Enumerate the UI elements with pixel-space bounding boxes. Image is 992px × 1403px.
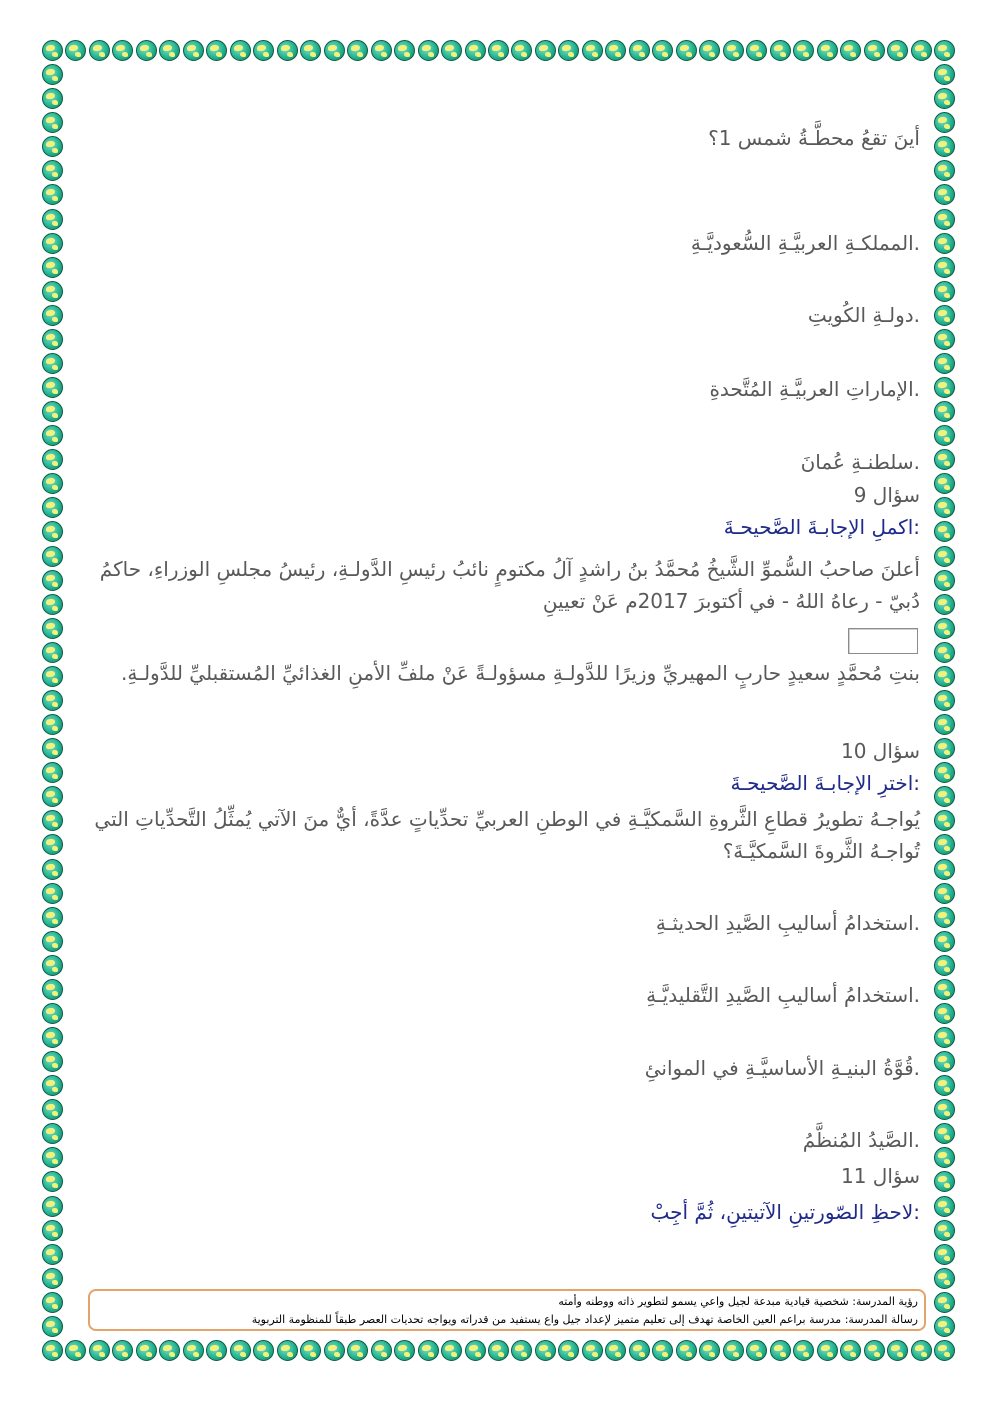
question-10-option-3[interactable]: .قُوَّةُ البنيـةِ الأساسيَّـةِ في الموانئِ — [644, 1056, 920, 1080]
globe-icon — [934, 377, 955, 398]
globe-icon — [183, 1340, 204, 1361]
globe-icon — [42, 1244, 63, 1265]
globe-icon — [347, 1340, 368, 1361]
globe-icon — [394, 40, 415, 61]
globe-icon — [42, 666, 63, 687]
question-9-text-part2: بنتِ مُحمَّدٍ سعيدٍ حاربٍ المهيريِّ وزيرًا للدَّولـةِ مسؤولـةً عَنْ ملفِّ الأمنِ الغذائيِّ المُستقبليِّ للدَّولـةِ. — [121, 661, 920, 685]
globe-icon — [934, 810, 955, 831]
globe-icon — [676, 1340, 697, 1361]
globe-icon — [840, 1340, 861, 1361]
globe-icon — [934, 642, 955, 663]
globe-icon — [934, 40, 955, 61]
globe-icon — [42, 883, 63, 904]
globe-icon — [934, 1051, 955, 1072]
globe-icon — [934, 1123, 955, 1144]
globe-icon — [887, 40, 908, 61]
school-footer — [88, 1289, 926, 1331]
question-11-instruction: :لاحظِ الصّورتينِ الآتيتينِ، ثُمَّ أجِبْ — [650, 1200, 920, 1224]
globe-icon — [934, 1027, 955, 1048]
globe-icon — [934, 762, 955, 783]
globe-icon — [42, 209, 63, 230]
globe-icon — [934, 618, 955, 639]
globe-icon — [42, 690, 63, 711]
question-10-option-1[interactable]: .استخدامُ أساليبِ الصَّيدِ الحديثـةِ — [655, 911, 920, 935]
globe-icon — [42, 714, 63, 735]
question-11-label: سؤال 11 — [841, 1164, 920, 1188]
globe-icon — [42, 955, 63, 976]
globe-icon — [934, 979, 955, 1000]
globe-icon — [840, 40, 861, 61]
question-9-instruction: :اكملِ الإجابـةَ الصَّحيحـةَ — [723, 515, 920, 539]
globe-icon — [42, 1123, 63, 1144]
globe-icon — [42, 907, 63, 928]
globe-icon — [723, 40, 744, 61]
question-10-label: سؤال 10 — [841, 739, 920, 763]
globe-icon — [418, 1340, 439, 1361]
globe-icon — [934, 233, 955, 254]
globe-icon — [42, 521, 63, 542]
globe-icon — [277, 40, 298, 61]
globe-icon — [230, 40, 251, 61]
globe-icon — [934, 64, 955, 85]
globe-icon — [934, 136, 955, 157]
globe-icon — [42, 377, 63, 398]
globe-icon — [934, 401, 955, 422]
globe-icon — [42, 642, 63, 663]
globe-icon — [535, 40, 556, 61]
globe-icon — [42, 184, 63, 205]
globe-icon — [42, 305, 63, 326]
globe-icon — [42, 1099, 63, 1120]
globe-icon — [582, 40, 603, 61]
globe-icon — [488, 1340, 509, 1361]
globe-icon — [42, 1171, 63, 1192]
globe-icon — [934, 1196, 955, 1217]
question-9-label: سؤال 9 — [853, 483, 920, 507]
globe-icon — [277, 1340, 298, 1361]
globe-icon — [371, 40, 392, 61]
globe-icon — [887, 1340, 908, 1361]
globe-icon — [89, 40, 110, 61]
globe-icon — [934, 329, 955, 350]
globe-icon — [418, 40, 439, 61]
globe-icon — [934, 184, 955, 205]
question-8-prompt: أينَ تقعُ محطَّـةُ شمس 1؟ — [708, 126, 920, 150]
globe-icon — [42, 1196, 63, 1217]
globe-icon — [42, 112, 63, 133]
globe-icon — [42, 64, 63, 85]
globe-icon — [934, 281, 955, 302]
question-8-option-3[interactable]: .الإماراتِ العربيَّـةِ المُتَّحدةِ — [709, 377, 920, 401]
globe-icon — [42, 810, 63, 831]
globe-icon — [864, 40, 885, 61]
globe-icon — [934, 570, 955, 591]
globe-icon — [42, 497, 63, 518]
globe-icon — [582, 1340, 603, 1361]
globe-icon — [934, 690, 955, 711]
question-10-instruction: :اخترِ الإجابـةَ الصَّحيحـةَ — [730, 771, 920, 795]
globe-icon — [934, 1268, 955, 1289]
globe-icon — [42, 353, 63, 374]
globe-icon — [42, 233, 63, 254]
globe-icon — [42, 762, 63, 783]
globe-icon — [934, 521, 955, 542]
question-10-option-4[interactable]: .الصَّيدُ المُنظَّمُ — [802, 1128, 920, 1152]
globe-icon — [42, 1003, 63, 1024]
globe-icon — [42, 979, 63, 1000]
globe-icon — [89, 1340, 110, 1361]
globe-icon — [817, 40, 838, 61]
globe-icon — [136, 1340, 157, 1361]
globe-icon — [934, 497, 955, 518]
globe-icon — [42, 1147, 63, 1168]
globe-icon — [441, 1340, 462, 1361]
question-9-answer-input[interactable] — [848, 628, 918, 654]
globe-icon — [817, 1340, 838, 1361]
globe-icon — [394, 1340, 415, 1361]
globe-icon — [934, 160, 955, 181]
globe-icon — [42, 40, 63, 61]
globe-icon — [42, 859, 63, 880]
globe-icon — [934, 786, 955, 807]
globe-icon — [230, 1340, 251, 1361]
globe-icon — [934, 425, 955, 446]
globe-icon — [934, 1003, 955, 1024]
globe-icon — [934, 859, 955, 880]
globe-icon — [42, 160, 63, 181]
globe-icon — [934, 88, 955, 109]
globe-icon — [42, 1292, 63, 1313]
globe-icon — [347, 40, 368, 61]
globe-icon — [42, 546, 63, 567]
globe-icon — [934, 1292, 955, 1313]
globe-icon — [934, 955, 955, 976]
globe-icon — [676, 40, 697, 61]
globe-icon — [723, 1340, 744, 1361]
globe-icon — [770, 40, 791, 61]
globe-icon — [934, 112, 955, 133]
globe-icon — [42, 594, 63, 615]
globe-icon — [42, 1220, 63, 1241]
globe-icon — [535, 1340, 556, 1361]
globe-icon — [934, 209, 955, 230]
globe-icon — [371, 1340, 392, 1361]
globe-icon — [42, 329, 63, 350]
globe-icon — [42, 281, 63, 302]
question-8-option-2[interactable]: .دولـةِ الكُويتِ — [807, 303, 920, 327]
globe-icon — [934, 594, 955, 615]
globe-icon — [42, 1075, 63, 1096]
globe-icon — [42, 738, 63, 759]
globe-icon — [934, 1147, 955, 1168]
question-9-text-part1: أعلنَ صاحبُ السُّموِّ الشَّيخُ مُحمَّدُ بنُ راشدٍ آلُ مكتومٍ نائبُ رئيسِ الدَّولـةِ، رئيسُ مجلسِ الوزراءِ، حاكمُ دُبيّ - رعاهُ اللهُ - في أكتوبرَ 2017م عَنْ تعيينِ — [99, 557, 920, 613]
globe-icon — [770, 1340, 791, 1361]
globe-icon — [934, 353, 955, 374]
globe-icon — [934, 473, 955, 494]
globe-icon — [42, 1340, 63, 1361]
globe-icon — [934, 1316, 955, 1337]
globe-icon — [42, 257, 63, 278]
globe-icon — [911, 1340, 932, 1361]
worksheet-content — [80, 0, 920, 1403]
globe-icon — [934, 834, 955, 855]
globe-icon — [42, 931, 63, 952]
globe-icon — [42, 473, 63, 494]
school-mission: رسالة المدرسة: مدرسة براعم العين الخاصة تهدف إلى تعليم متميز لإعداد جيل واع يستفيد من قدراته ويواجه تحديات العصر طبقاً للمنظومة التربوية — [251, 1313, 918, 1326]
globe-icon — [934, 546, 955, 567]
globe-icon — [934, 931, 955, 952]
globe-icon — [42, 425, 63, 446]
globe-icon — [441, 40, 462, 61]
globe-icon — [42, 1316, 63, 1337]
globe-icon — [42, 136, 63, 157]
question-10-prompt: يُواجـهُ تطويرُ قطاعِ الثَّروةِ السَّمكيَّـةِ في الوطنِ العربيِّ تحدِّياتٍ عدَّةً، أيٌّ منَ الآتي يُمثِّلُ التَّحدِّياتِ التي تُواجـهُ الثَّروةَ السَّمكيَّـةَ؟ — [94, 807, 920, 863]
globe-icon — [934, 449, 955, 470]
globe-icon — [934, 1340, 955, 1361]
globe-icon — [324, 1340, 345, 1361]
globe-icon — [934, 883, 955, 904]
globe-icon — [934, 1171, 955, 1192]
globe-icon — [934, 1244, 955, 1265]
globe-icon — [934, 666, 955, 687]
globe-icon — [934, 1220, 955, 1241]
globe-icon — [42, 570, 63, 591]
globe-icon — [934, 714, 955, 735]
globe-icon — [183, 40, 204, 61]
globe-icon — [465, 40, 486, 61]
globe-icon — [934, 305, 955, 326]
globe-icon — [934, 1099, 955, 1120]
globe-icon — [934, 738, 955, 759]
globe-icon — [42, 786, 63, 807]
globe-icon — [793, 1340, 814, 1361]
globe-icon — [934, 257, 955, 278]
question-8-option-1[interactable]: .المملكـةِ العربيَّـةِ السُّعوديَّـةِ — [690, 231, 920, 255]
globe-icon — [934, 907, 955, 928]
globe-icon — [793, 40, 814, 61]
globe-icon — [42, 1268, 63, 1289]
globe-icon — [42, 834, 63, 855]
globe-icon — [465, 1340, 486, 1361]
globe-icon — [629, 1340, 650, 1361]
globe-icon — [42, 449, 63, 470]
globe-icon — [42, 618, 63, 639]
question-10-option-2[interactable]: .استخدامُ أساليبِ الصَّيدِ التَّقليديَّـةِ — [646, 983, 920, 1007]
school-vision: رؤية المدرسة: شخصية قيادية مبدعة لجيل واعي يسمو لتطوير ذاته ووطنه وأمته — [558, 1295, 918, 1308]
globe-icon — [42, 401, 63, 422]
globe-icon — [911, 40, 932, 61]
globe-icon — [42, 1027, 63, 1048]
globe-icon — [42, 88, 63, 109]
globe-icon — [629, 40, 650, 61]
globe-icon — [488, 40, 509, 61]
globe-icon — [934, 1075, 955, 1096]
globe-icon — [136, 40, 157, 61]
globe-icon — [42, 1051, 63, 1072]
globe-icon — [864, 1340, 885, 1361]
globe-icon — [324, 40, 345, 61]
question-8-option-4[interactable]: .سلطنـةِ عُمانَ — [800, 450, 920, 474]
